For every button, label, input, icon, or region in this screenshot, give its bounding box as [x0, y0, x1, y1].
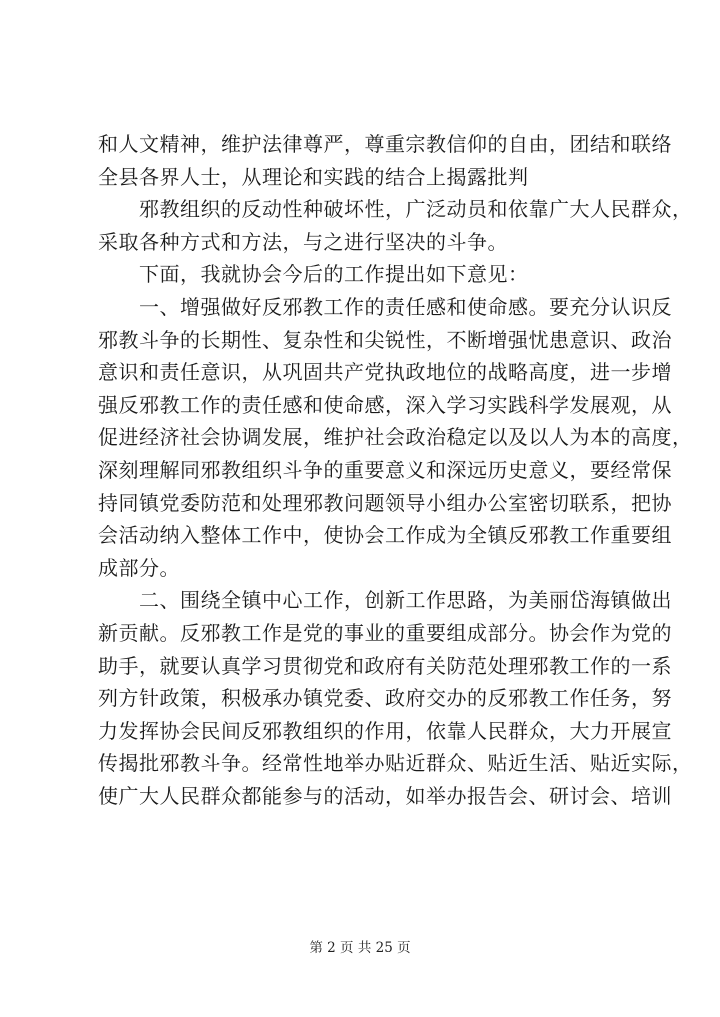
text-line: 二、围绕全镇中心工作，创新工作思路，为美丽岱海镇做出 [139, 588, 672, 613]
text-line: 力发挥协会民间反邪教组织的作用，依靠人民群众，大力开展宣 [98, 718, 672, 743]
text-line: 和人文精神，维护法律尊严，尊重宗教信仰的自由，团结和联络 [98, 132, 672, 156]
text-line: 强反邪教工作的责任感和使命感，深入学习实践科学发展观，从 [98, 392, 672, 417]
page-number-footer: 第 2 页 共 25 页 [309, 940, 411, 956]
text-line: 助手，就要认真学习贯彻党和政府有关防范处理邪教工作的一系 [98, 653, 672, 678]
text-line: 持同镇党委防范和处理邪教问题领导小组办公室密切联系，把协 [98, 490, 672, 515]
text-line: 传揭批邪教斗争。经常性地举办贴近群众、贴近生活、贴近实际， [98, 751, 693, 776]
text-line: 全县各界人士，从理论和实践的结合上揭露批判 [98, 164, 529, 189]
text-line: 邪教斗争的长期性、复杂性和尖锐性，不断增强忧患意识、政治 [98, 327, 672, 352]
text-line: 会活动纳入整体工作中，使协会工作成为全镇反邪教工作重要组 [98, 523, 672, 548]
text-line: 促进经济社会协调发展，维护社会政治稳定以及以人为本的高度， [98, 425, 693, 450]
text-line: 采取各种方式和方法，与之进行坚决的斗争。 [98, 229, 508, 254]
body-text [98, 128, 693, 812]
text-line: 使广大人民群众都能参与的活动，如举办报告会、研讨会、培训 [98, 783, 672, 808]
text-line: 下面，我就协会今后的工作提出如下意见： [139, 262, 529, 287]
text-line: 深刻理解同邪教组织斗争的重要意义和深远历史意义，要经常保 [98, 457, 672, 482]
text-line: 意识和责任意识，从巩固共产党执政地位的战略高度，进一步增 [98, 360, 672, 385]
text-line: 一、增强做好反邪教工作的责任感和使命感。要充分认识反 [139, 294, 672, 319]
text-line: 邪教组织的反动性种破坏性，广泛动员和依靠广大人民群众， [139, 197, 693, 222]
text-line: 新贡献。反邪教工作是党的事业的重要组成部分。协会作为党的 [98, 620, 672, 645]
text-line: 成部分。 [98, 555, 180, 580]
text-line: 列方针政策，积极承办镇党委、政府交办的反邪教工作任务，努 [98, 686, 672, 711]
